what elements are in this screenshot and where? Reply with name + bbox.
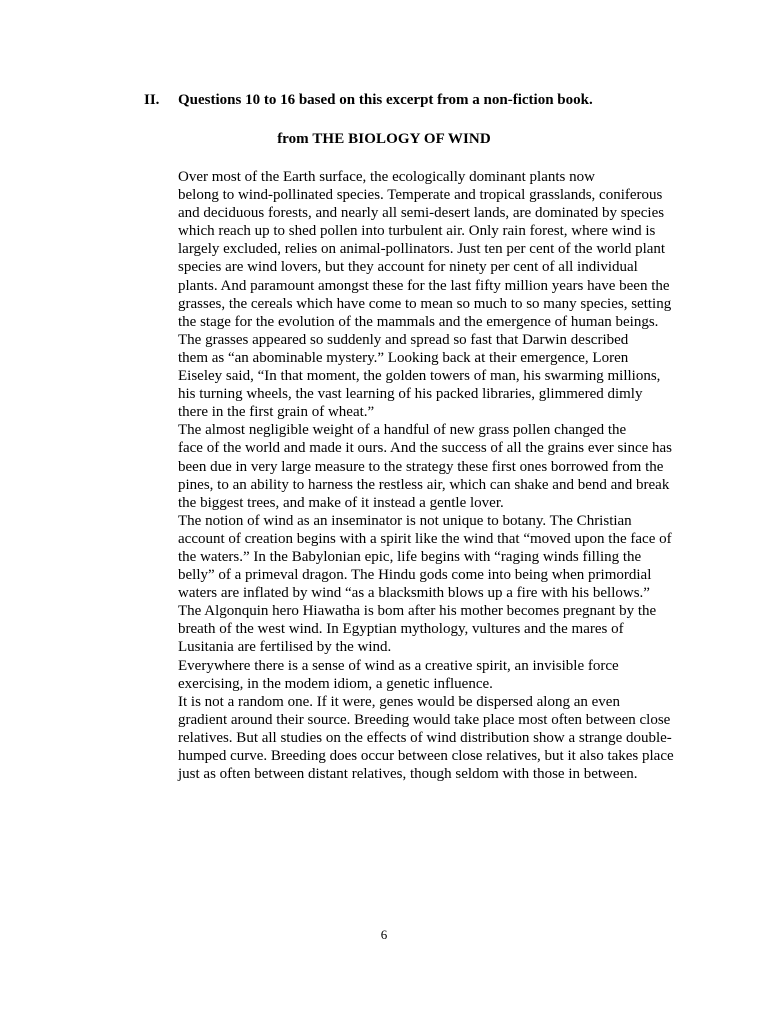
text-line: account of creation begins with a spirit like the wind that “moved upon the face of xyxy=(178,530,672,547)
text-line: been due in very large measure to the strategy these first ones borrowed from the xyxy=(178,458,664,475)
paragraph xyxy=(144,331,661,421)
text-line: which reach up to shed pollen into turbulent air. Only rain forest, where wind is xyxy=(178,223,656,240)
text-line: largely excluded, relies on animal-pollinators. Just ten per cent of the world plant xyxy=(178,241,666,258)
text-line: It is not a random one. If it were, genes would be dispersed along an even xyxy=(178,693,620,710)
text-line: belong to wind-pollinated species. Temperate and tropical grasslands, coniferous xyxy=(178,187,663,204)
text-line: there in the first grain of wheat.” xyxy=(178,404,375,421)
title-prefix: from xyxy=(277,131,309,147)
section-number: II. xyxy=(144,92,160,108)
paragraph xyxy=(144,657,619,693)
text-line: breath of the west wind. In Egyptian mythology, vultures and the mares of xyxy=(178,621,624,638)
text-line: relatives. But all studies on the effects of wind distribution show a strange double- xyxy=(178,729,672,746)
text-line: Eiseley said, “In that moment, the golden towers of man, his swarming millions, xyxy=(178,368,661,385)
text-line: Everywhere there is a sense of wind as a creative spirit, an invisible force xyxy=(178,657,619,674)
page-number: 6 xyxy=(380,927,388,942)
text-line: and deciduous forests, and nearly all semi-desert lands, are dominated by species xyxy=(178,205,665,222)
paragraph xyxy=(144,512,672,657)
text-line: them as “an abominable mystery.” Looking back at their emergence, Loren xyxy=(178,349,629,366)
text-line: exercising, in the modem idiom, a genetic influence. xyxy=(178,675,493,692)
excerpt-body xyxy=(144,168,674,783)
text-line: species are wind lovers, but they account for ninety per cent of all individual xyxy=(178,259,638,276)
text-line: face of the world and made it ours. And the success of all the grains ever since has xyxy=(178,440,673,457)
text-line: Lusitania are fertilised by the wind. xyxy=(178,639,392,656)
text-line: plants. And paramount amongst these for the last fifty million years have been the xyxy=(178,277,670,294)
text-line: just as often between distant relatives, though seldom with those in between. xyxy=(178,766,638,783)
paragraph xyxy=(144,693,674,783)
excerpt-title xyxy=(0,131,768,148)
text-line: The notion of wind as an inseminator is not unique to botany. The Christian xyxy=(178,512,632,529)
text-line: the stage for the evolution of the mammals and the emergence of human beings. xyxy=(178,313,659,330)
paragraph xyxy=(144,168,672,331)
text-line: Over most of the Earth surface, the ecologically dominant plants now xyxy=(178,169,595,185)
text-line: his turning wheels, the vast learning of his packed libraries, glimmered dimly xyxy=(178,386,643,403)
text-line: The Algonquin hero Hiawatha is bom after his mother becomes pregnant by the xyxy=(178,603,657,620)
text-line: gradient around their source. Breeding would take place most often between close xyxy=(178,711,671,728)
title-name: THE BIOLOGY OF WIND xyxy=(312,131,491,147)
text-line: humped curve. Breeding does occur between close relatives, but it also takes place xyxy=(178,748,674,764)
text-line: the biggest trees, and make of it instead a gentle lover. xyxy=(178,494,504,511)
section-instructions: Questions 10 to 16 based on this excerpt from a non-fiction book. xyxy=(178,92,593,108)
text-line: The almost negligible weight of a handful of new grass pollen changed the xyxy=(178,422,627,439)
section-heading xyxy=(144,92,664,109)
text-line: grasses, the cereals which have come to mean so much to so many species, setting xyxy=(178,295,672,312)
text-line: The grasses appeared so suddenly and spread so fast that Darwin described xyxy=(178,331,629,348)
text-line: the waters.” In the Babylonian epic, life begins with “raging winds filling the xyxy=(178,548,642,565)
text-line: pines, to an ability to harness the restless air, which can shake and bend and break xyxy=(178,476,670,493)
paragraph xyxy=(144,421,673,511)
text-line: belly” of a primeval dragon. The Hindu gods come into being when primordial xyxy=(178,567,652,584)
text-line: waters are inflated by wind “as a blacksmith blows up a fire with his bellows.” xyxy=(178,585,650,602)
